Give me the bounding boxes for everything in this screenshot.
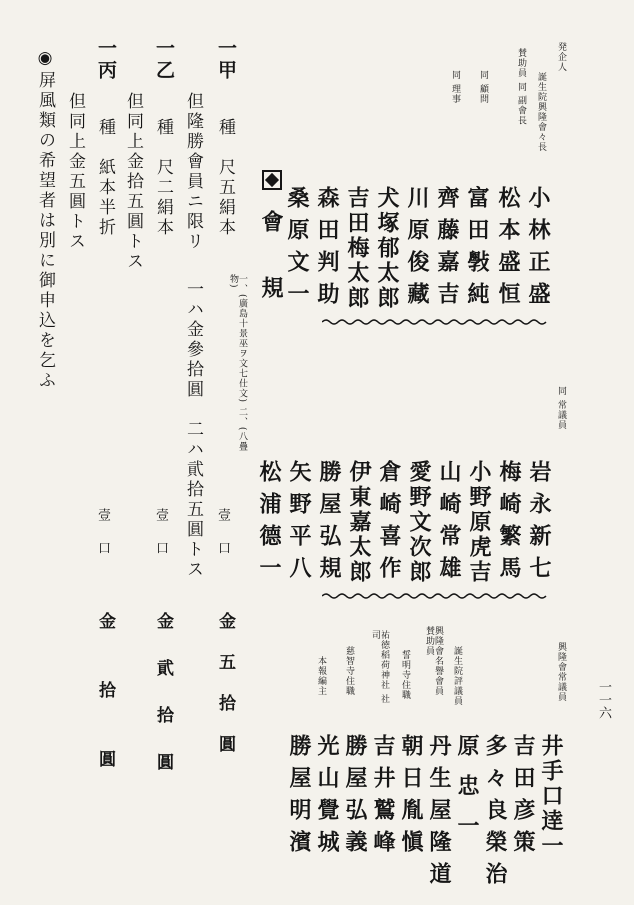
divider-wave — [322, 592, 550, 600]
price-line: 一ハ金參拾圓 二ハ貮拾五圓トス — [183, 280, 203, 580]
member-name: 矢野平八 — [286, 460, 312, 588]
member-name: 桑原文一 — [284, 186, 310, 314]
condition-line: 但同上金五圓トス — [65, 92, 85, 252]
fee-count: 壹口 — [215, 508, 230, 574]
fee-amount: 金拾圓 — [95, 612, 115, 819]
member-name: 倉崎喜作 — [376, 460, 402, 588]
spec-notes: 一、(廣島十景巫ヲ文七仕文) 二、(八疊 物) — [228, 274, 247, 462]
member-name: 富田斅純 — [464, 186, 490, 314]
condition-line: 但同上金拾五圓トス — [123, 92, 143, 272]
member-name: 小野原虎吉 — [466, 460, 492, 585]
divider-wave — [322, 318, 550, 326]
role-label: 誓明寺住職 — [400, 650, 410, 700]
member-name: 齊藤嘉吉 — [434, 186, 460, 314]
page-number: 一一六 — [596, 680, 611, 719]
role-label: 同 顧問 — [478, 70, 488, 104]
role-label: 同 理事 — [450, 70, 460, 104]
member-name: 犬塚郁太郎 — [374, 186, 400, 311]
member-name: 森田判助 — [314, 186, 340, 314]
member-name: 松浦德一 — [256, 460, 282, 588]
member-name: 勝屋明濱 — [286, 734, 312, 862]
member-name: 丹生屋隆道 — [426, 734, 452, 894]
grade-label: 一丙 — [95, 38, 117, 82]
role-label: 本報編主 — [316, 656, 326, 696]
member-name: 井手口逹一 — [538, 734, 564, 859]
member-name: 吉井鷲峰 — [370, 734, 396, 862]
spec-line: 種 紙本半折 — [95, 118, 115, 238]
member-name: 勝屋弘規 — [316, 460, 342, 588]
member-name: 梅崎繁馬 — [496, 460, 522, 588]
role-label: 興隆會名譽會員 賛助員 — [424, 626, 443, 696]
role-label: 興隆會常議員 — [556, 642, 566, 702]
role-label: 誕生院興隆會々長 — [536, 72, 546, 152]
role-label: 同 常議員 — [556, 386, 566, 430]
member-name: 川原俊藏 — [404, 186, 430, 314]
fee-count: 壹口 — [95, 508, 110, 574]
role-label: 慈智寺住職 — [344, 646, 354, 696]
role-label: 発企人 — [556, 42, 566, 72]
grade-label: 一甲 — [215, 38, 237, 82]
member-name: 光山覺城 — [314, 734, 340, 862]
member-name: 小林正盛 — [525, 186, 551, 314]
diamond-square-icon — [262, 170, 282, 190]
member-name: 伊東嘉太郎 — [346, 460, 372, 585]
role-label: 誕生院評議員 — [452, 646, 462, 706]
condition-line: 但隆勝會員ニ限リ — [183, 92, 203, 252]
grade-label: 一乙 — [153, 38, 175, 82]
folding-screen-note: ◉屏風類の希望者は別に御申込を乞ふ — [35, 48, 55, 391]
member-name: 松本盛恒 — [495, 186, 521, 314]
spec-line: 種 尺五絹本 — [215, 118, 235, 238]
member-name: 山崎常雄 — [436, 460, 462, 588]
member-name: 多々良榮治 — [482, 734, 508, 894]
section-title: 會規 — [258, 210, 284, 342]
spec-line: 種 尺二絹本 — [153, 118, 173, 238]
member-name: 岩永新七 — [526, 460, 552, 588]
role-label: 祐徳稻荷神社 社司 — [370, 630, 389, 704]
fee-amount: 金貮拾圓 — [153, 612, 173, 800]
member-name: 原忠一 — [454, 734, 480, 854]
role-label: 賛助員 同 副會長 — [516, 48, 526, 126]
member-name: 吉田彦策 — [510, 734, 536, 862]
fee-count: 壹口 — [153, 508, 168, 574]
member-name: 愛野文次郎 — [406, 460, 432, 585]
member-name: 勝屋弘義 — [342, 734, 368, 862]
fee-amount: 金五拾圓 — [215, 612, 235, 776]
member-name: 吉田梅太郎 — [344, 186, 370, 311]
member-name: 朝日胤愼 — [398, 734, 424, 862]
